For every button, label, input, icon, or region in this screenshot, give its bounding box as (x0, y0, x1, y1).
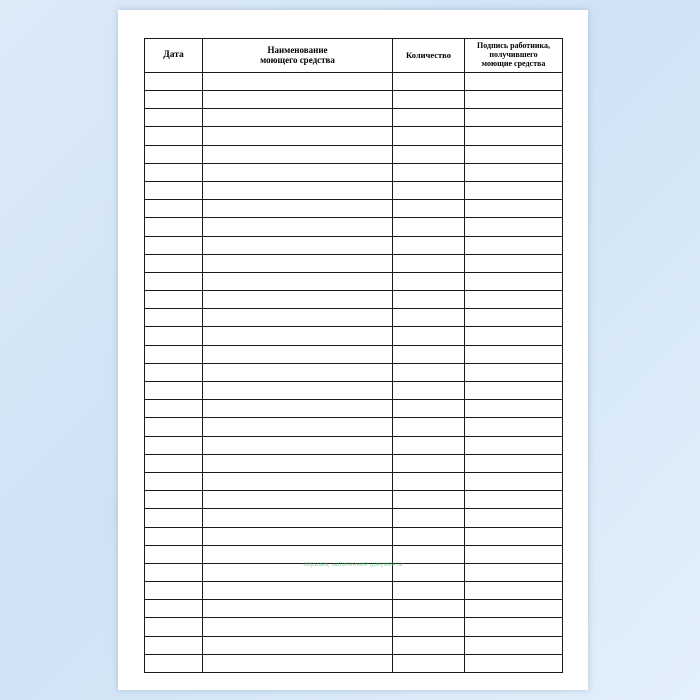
table-row (145, 436, 563, 454)
table-cell-qty[interactable] (393, 309, 465, 327)
table-cell-date[interactable] (145, 291, 203, 309)
table-row (145, 454, 563, 472)
table-cell-date[interactable] (145, 582, 203, 600)
table-cell-name[interactable] (203, 400, 393, 418)
table-cell-qty[interactable] (393, 345, 465, 363)
table-cell-sign[interactable] (465, 527, 563, 545)
table-header-row (145, 39, 563, 73)
table-cell-date[interactable] (145, 181, 203, 199)
table-cell-qty[interactable] (393, 218, 465, 236)
table-cell-name[interactable] (203, 563, 393, 581)
table-row (145, 127, 563, 145)
table-cell-name[interactable] (203, 418, 393, 436)
column-header-quantity (393, 39, 465, 73)
table-row (145, 418, 563, 436)
table-cell-name[interactable] (203, 127, 393, 145)
table-cell-qty[interactable] (393, 382, 465, 400)
table-cell-qty[interactable] (393, 527, 465, 545)
table-cell-date[interactable] (145, 363, 203, 381)
table-row (145, 654, 563, 672)
table-cell-name[interactable] (203, 236, 393, 254)
column-header-signature-line-1: Подпись работника, (477, 41, 550, 50)
table-cell-qty[interactable] (393, 582, 465, 600)
table-row (145, 236, 563, 254)
table-cell-qty[interactable] (393, 636, 465, 654)
table-cell-sign[interactable] (465, 491, 563, 509)
table-row (145, 563, 563, 581)
table-cell-name[interactable] (203, 200, 393, 218)
column-header-signature (465, 39, 563, 73)
table-cell-date[interactable] (145, 418, 203, 436)
table-cell-sign[interactable] (465, 254, 563, 272)
table-cell-date[interactable] (145, 218, 203, 236)
table-cell-sign[interactable] (465, 345, 563, 363)
column-header-date (145, 39, 203, 73)
table-cell-sign[interactable] (465, 582, 563, 600)
table-cell-name[interactable] (203, 72, 393, 90)
journal-table-area (144, 38, 562, 673)
table-cell-date[interactable] (145, 400, 203, 418)
table-cell-qty[interactable] (393, 145, 465, 163)
table-cell-date[interactable] (145, 436, 203, 454)
table-cell-name[interactable] (203, 582, 393, 600)
table-cell-sign[interactable] (465, 509, 563, 527)
table-cell-sign[interactable] (465, 418, 563, 436)
table-row (145, 272, 563, 290)
table-cell-qty[interactable] (393, 600, 465, 618)
column-header-signature-line-2: получившего (489, 49, 538, 59)
table-row (145, 145, 563, 163)
table-cell-qty[interactable] (393, 363, 465, 381)
table-cell-qty[interactable] (393, 436, 465, 454)
table-row (145, 109, 563, 127)
table-cell-sign[interactable] (465, 545, 563, 563)
table-cell-date[interactable] (145, 127, 203, 145)
table-cell-sign[interactable] (465, 291, 563, 309)
table-cell-date[interactable] (145, 72, 203, 90)
table-cell-date[interactable] (145, 636, 203, 654)
watermark-text: образец заполнения документа (303, 562, 403, 568)
table-row (145, 472, 563, 490)
table-cell-date[interactable] (145, 200, 203, 218)
table-cell-date[interactable] (145, 345, 203, 363)
table-cell-date[interactable] (145, 472, 203, 490)
table-cell-qty[interactable] (393, 454, 465, 472)
column-header-quantity-line-1: Количество (406, 49, 451, 60)
table-cell-sign[interactable] (465, 163, 563, 181)
table-cell-sign[interactable] (465, 236, 563, 254)
table-cell-name[interactable] (203, 218, 393, 236)
table-row (145, 163, 563, 181)
table-cell-qty[interactable] (393, 400, 465, 418)
table-cell-sign[interactable] (465, 563, 563, 581)
table-row (145, 400, 563, 418)
table-cell-sign[interactable] (465, 600, 563, 618)
column-header-signature-line-3: моющие средства (481, 58, 546, 68)
table-row (145, 509, 563, 527)
table-cell-qty[interactable] (393, 654, 465, 672)
table-row (145, 72, 563, 90)
table-cell-name[interactable] (203, 654, 393, 672)
table-row (145, 491, 563, 509)
column-header-date-line-1: Дата (163, 50, 184, 61)
table-cell-date[interactable] (145, 382, 203, 400)
table-cell-qty[interactable] (393, 272, 465, 290)
column-header-name-line-1: Наименование (267, 45, 328, 56)
table-cell-date[interactable] (145, 563, 203, 581)
table-cell-qty[interactable] (393, 181, 465, 199)
table-cell-qty[interactable] (393, 72, 465, 90)
table-cell-sign[interactable] (465, 327, 563, 345)
table-row (145, 382, 563, 400)
table-cell-date[interactable] (145, 327, 203, 345)
table-cell-sign[interactable] (465, 272, 563, 290)
table-cell-name[interactable] (203, 163, 393, 181)
table-cell-qty[interactable] (393, 254, 465, 272)
table-cell-date[interactable] (145, 545, 203, 563)
table-row (145, 91, 563, 109)
table-row (145, 582, 563, 600)
table-cell-sign[interactable] (465, 309, 563, 327)
table-cell-name[interactable] (203, 91, 393, 109)
table-cell-date[interactable] (145, 163, 203, 181)
table-cell-date[interactable] (145, 272, 203, 290)
table-cell-qty[interactable] (393, 163, 465, 181)
table-header (145, 39, 563, 73)
table-cell-name[interactable] (203, 491, 393, 509)
table-row (145, 181, 563, 199)
table-cell-qty[interactable] (393, 327, 465, 345)
table-cell-name[interactable] (203, 145, 393, 163)
table-cell-name[interactable] (203, 327, 393, 345)
table-cell-sign[interactable] (465, 109, 563, 127)
table-cell-date[interactable] (145, 254, 203, 272)
table-cell-date[interactable] (145, 491, 203, 509)
table-cell-name[interactable] (203, 363, 393, 381)
table-row (145, 363, 563, 381)
column-header-name-line-2: моющего средства (260, 55, 335, 66)
table-cell-sign[interactable] (465, 181, 563, 199)
table-row (145, 636, 563, 654)
table-cell-date[interactable] (145, 91, 203, 109)
table-cell-name[interactable] (203, 545, 393, 563)
table-cell-date[interactable] (145, 654, 203, 672)
table-cell-name[interactable] (203, 600, 393, 618)
table-cell-sign[interactable] (465, 200, 563, 218)
table-cell-sign[interactable] (465, 472, 563, 490)
table-cell-date[interactable] (145, 600, 203, 618)
table-cell-qty[interactable] (393, 509, 465, 527)
table-cell-name[interactable] (203, 181, 393, 199)
table-row (145, 345, 563, 363)
table-cell-date[interactable] (145, 509, 203, 527)
table-cell-name[interactable] (203, 254, 393, 272)
table-cell-name[interactable] (203, 382, 393, 400)
table-cell-sign[interactable] (465, 400, 563, 418)
table-cell-sign[interactable] (465, 636, 563, 654)
column-header-name (203, 39, 393, 73)
table-cell-sign[interactable] (465, 382, 563, 400)
table-row (145, 545, 563, 563)
table-cell-date[interactable] (145, 236, 203, 254)
table-cell-qty[interactable] (393, 618, 465, 636)
table-row (145, 291, 563, 309)
table-row (145, 327, 563, 345)
table-cell-name[interactable] (203, 436, 393, 454)
table-cell-sign[interactable] (465, 618, 563, 636)
table-row (145, 618, 563, 636)
table-cell-sign[interactable] (465, 72, 563, 90)
table-cell-date[interactable] (145, 618, 203, 636)
table-cell-sign[interactable] (465, 654, 563, 672)
table-cell-name[interactable] (203, 345, 393, 363)
table-cell-sign[interactable] (465, 91, 563, 109)
table-cell-qty[interactable] (393, 563, 465, 581)
table-cell-date[interactable] (145, 454, 203, 472)
table-cell-qty[interactable] (393, 127, 465, 145)
table-cell-qty[interactable] (393, 491, 465, 509)
journal-table (144, 38, 563, 673)
table-row (145, 600, 563, 618)
table-cell-name[interactable] (203, 618, 393, 636)
table-row (145, 218, 563, 236)
table-cell-name[interactable] (203, 291, 393, 309)
table-cell-qty[interactable] (393, 91, 465, 109)
table-row (145, 527, 563, 545)
table-cell-name[interactable] (203, 309, 393, 327)
table-cell-name[interactable] (203, 636, 393, 654)
table-row (145, 309, 563, 327)
table-cell-sign[interactable] (465, 436, 563, 454)
table-cell-sign[interactable] (465, 454, 563, 472)
table-cell-name[interactable] (203, 472, 393, 490)
table-cell-sign[interactable] (465, 363, 563, 381)
table-cell-name[interactable] (203, 509, 393, 527)
table-cell-qty[interactable] (393, 200, 465, 218)
table-cell-name[interactable] (203, 454, 393, 472)
table-cell-name[interactable] (203, 272, 393, 290)
table-cell-qty[interactable] (393, 545, 465, 563)
table-cell-sign[interactable] (465, 218, 563, 236)
table-cell-date[interactable] (145, 527, 203, 545)
table-cell-name[interactable] (203, 109, 393, 127)
table-cell-qty[interactable] (393, 472, 465, 490)
table-cell-qty[interactable] (393, 236, 465, 254)
table-row (145, 200, 563, 218)
table-cell-qty[interactable] (393, 291, 465, 309)
table-cell-date[interactable] (145, 109, 203, 127)
table-cell-date[interactable] (145, 145, 203, 163)
table-cell-date[interactable] (145, 309, 203, 327)
table-body (145, 72, 563, 672)
table-cell-qty[interactable] (393, 109, 465, 127)
table-cell-qty[interactable] (393, 418, 465, 436)
document-sheet (118, 10, 588, 690)
table-cell-sign[interactable] (465, 145, 563, 163)
table-row (145, 254, 563, 272)
table-cell-sign[interactable] (465, 127, 563, 145)
table-cell-name[interactable] (203, 527, 393, 545)
